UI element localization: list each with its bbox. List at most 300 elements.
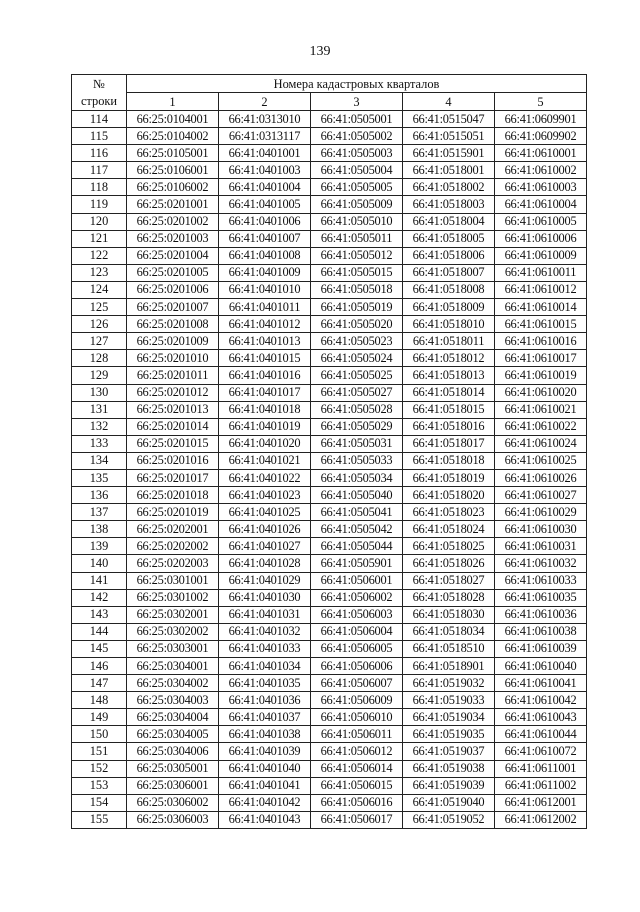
row-number-cell: 141 (72, 572, 127, 589)
row-number-header-label: строки (72, 93, 127, 111)
cadastral-number-cell: 66:41:0506017 (311, 811, 403, 828)
cadastral-number-cell: 66:41:0518013 (403, 367, 495, 384)
table-row (72, 111, 587, 128)
cadastral-number-cell: 66:41:0401031 (219, 606, 311, 623)
cadastral-number-cell: 66:41:0401010 (219, 281, 311, 298)
cadastral-number-cell: 66:25:0306002 (127, 794, 219, 811)
group-header-title: Номера кадастровых кварталов (127, 75, 587, 93)
cadastral-number-cell: 66:41:0518018 (403, 452, 495, 469)
cadastral-number-cell: 66:41:0610003 (495, 179, 587, 196)
cadastral-number-cell: 66:41:0610015 (495, 316, 587, 333)
cadastral-number-cell: 66:25:0304006 (127, 743, 219, 760)
table-row (72, 230, 587, 247)
cadastral-number-cell: 66:41:0401036 (219, 692, 311, 709)
row-number-cell: 119 (72, 196, 127, 213)
cadastral-number-cell: 66:41:0505034 (311, 469, 403, 486)
cadastral-number-cell: 66:41:0518016 (403, 418, 495, 435)
table-row (72, 367, 587, 384)
cadastral-number-cell: 66:41:0610042 (495, 692, 587, 709)
table-row (72, 384, 587, 401)
cadastral-number-cell: 66:41:0518012 (403, 350, 495, 367)
cadastral-number-cell: 66:41:0610029 (495, 504, 587, 521)
cadastral-number-cell: 66:41:0401017 (219, 384, 311, 401)
cadastral-number-cell: 66:41:0610005 (495, 213, 587, 230)
cadastral-number-cell: 66:25:0201004 (127, 247, 219, 264)
cadastral-number-cell: 66:41:0401009 (219, 264, 311, 281)
row-number-cell: 147 (72, 675, 127, 692)
cadastral-number-cell: 66:41:0505901 (311, 555, 403, 572)
cadastral-number-cell: 66:25:0304005 (127, 726, 219, 743)
cadastral-number-cell: 66:41:0610002 (495, 162, 587, 179)
cadastral-number-cell: 66:25:0202001 (127, 521, 219, 538)
cadastral-number-cell: 66:41:0401037 (219, 709, 311, 726)
cadastral-number-cell: 66:41:0609902 (495, 128, 587, 145)
row-number-cell: 132 (72, 418, 127, 435)
cadastral-number-cell: 66:41:0611002 (495, 777, 587, 794)
cadastral-number-cell: 66:41:0506014 (311, 760, 403, 777)
table-row (72, 777, 587, 794)
cadastral-number-cell: 66:25:0201010 (127, 350, 219, 367)
cadastral-number-cell: 66:41:0505010 (311, 213, 403, 230)
table-row (72, 709, 587, 726)
cadastral-number-cell: 66:25:0201018 (127, 487, 219, 504)
cadastral-number-cell: 66:41:0505001 (311, 111, 403, 128)
cadastral-number-cell: 66:41:0401018 (219, 401, 311, 418)
cadastral-number-cell: 66:41:0610039 (495, 640, 587, 657)
cadastral-number-cell: 66:41:0506007 (311, 675, 403, 692)
table-row (72, 316, 587, 333)
column-header-1: 1 (127, 93, 219, 111)
cadastral-number-cell: 66:41:0518017 (403, 435, 495, 452)
row-number-cell: 155 (72, 811, 127, 828)
cadastral-number-cell: 66:41:0401001 (219, 145, 311, 162)
row-number-cell: 120 (72, 213, 127, 230)
cadastral-number-cell: 66:25:0201009 (127, 333, 219, 350)
table-row (72, 128, 587, 145)
cadastral-number-cell: 66:41:0505012 (311, 247, 403, 264)
table-row (72, 675, 587, 692)
cadastral-number-cell: 66:25:0201013 (127, 401, 219, 418)
cadastral-number-cell: 66:41:0401007 (219, 230, 311, 247)
row-number-cell: 154 (72, 794, 127, 811)
row-number-cell: 136 (72, 487, 127, 504)
cadastral-number-cell: 66:41:0519034 (403, 709, 495, 726)
table-row (72, 555, 587, 572)
cadastral-number-cell: 66:25:0106001 (127, 162, 219, 179)
cadastral-number-cell: 66:25:0201005 (127, 264, 219, 281)
row-number-cell: 127 (72, 333, 127, 350)
cadastral-number-cell: 66:25:0104001 (127, 111, 219, 128)
cadastral-number-cell: 66:41:0610031 (495, 538, 587, 555)
cadastral-number-cell: 66:41:0610044 (495, 726, 587, 743)
cadastral-number-cell: 66:41:0610026 (495, 469, 587, 486)
row-number-cell: 139 (72, 538, 127, 555)
cadastral-number-cell: 66:25:0201015 (127, 435, 219, 452)
column-header-2: 2 (219, 93, 311, 111)
cadastral-number-cell: 66:41:0610027 (495, 487, 587, 504)
column-header-3: 3 (311, 93, 403, 111)
cadastral-number-cell: 66:41:0612002 (495, 811, 587, 828)
cadastral-number-cell: 66:25:0201012 (127, 384, 219, 401)
cadastral-number-cell: 66:25:0201001 (127, 196, 219, 213)
cadastral-number-cell: 66:41:0505004 (311, 162, 403, 179)
cadastral-number-cell: 66:41:0506015 (311, 777, 403, 794)
row-number-cell: 140 (72, 555, 127, 572)
cadastral-number-cell: 66:41:0610035 (495, 589, 587, 606)
cadastral-number-cell: 66:41:0505015 (311, 264, 403, 281)
table-row (72, 640, 587, 657)
cadastral-number-cell: 66:41:0518002 (403, 179, 495, 196)
cadastral-number-cell: 66:41:0518015 (403, 401, 495, 418)
table-row (72, 435, 587, 452)
cadastral-number-cell: 66:41:0610072 (495, 743, 587, 760)
cadastral-number-cell: 66:41:0609901 (495, 111, 587, 128)
cadastral-number-cell: 66:41:0518003 (403, 196, 495, 213)
cadastral-quarters-table (71, 74, 587, 829)
row-number-cell: 115 (72, 128, 127, 145)
table-row (72, 196, 587, 213)
cadastral-number-cell: 66:41:0610038 (495, 623, 587, 640)
table-body (72, 111, 587, 829)
row-number-cell: 135 (72, 469, 127, 486)
row-number-cell: 151 (72, 743, 127, 760)
cadastral-number-cell: 66:41:0518014 (403, 384, 495, 401)
cadastral-number-cell: 66:41:0401025 (219, 504, 311, 521)
cadastral-number-cell: 66:41:0401012 (219, 316, 311, 333)
row-number-cell: 116 (72, 145, 127, 162)
cadastral-number-cell: 66:41:0610041 (495, 675, 587, 692)
table-row (72, 606, 587, 623)
row-number-cell: 126 (72, 316, 127, 333)
cadastral-number-cell: 66:41:0401035 (219, 675, 311, 692)
cadastral-number-cell: 66:41:0401006 (219, 213, 311, 230)
cadastral-number-cell: 66:41:0401027 (219, 538, 311, 555)
cadastral-number-cell: 66:41:0505042 (311, 521, 403, 538)
row-number-header-symbol: № (72, 75, 127, 93)
cadastral-number-cell: 66:25:0201008 (127, 316, 219, 333)
cadastral-number-cell: 66:41:0505005 (311, 179, 403, 196)
cadastral-number-cell: 66:41:0313117 (219, 128, 311, 145)
cadastral-number-cell: 66:25:0201017 (127, 469, 219, 486)
table-row (72, 658, 587, 675)
cadastral-number-cell: 66:41:0313010 (219, 111, 311, 128)
cadastral-number-cell: 66:41:0518901 (403, 658, 495, 675)
row-number-cell: 121 (72, 230, 127, 247)
cadastral-number-cell: 66:41:0610017 (495, 350, 587, 367)
row-number-cell: 149 (72, 709, 127, 726)
cadastral-number-cell: 66:41:0518510 (403, 640, 495, 657)
cadastral-number-cell: 66:25:0201014 (127, 418, 219, 435)
cadastral-number-cell: 66:25:0301002 (127, 589, 219, 606)
cadastral-number-cell: 66:41:0518001 (403, 162, 495, 179)
table-row (72, 162, 587, 179)
cadastral-number-cell: 66:41:0518023 (403, 504, 495, 521)
table-row (72, 794, 587, 811)
row-number-cell: 128 (72, 350, 127, 367)
column-header-4: 4 (403, 93, 495, 111)
row-number-cell: 138 (72, 521, 127, 538)
cadastral-number-cell: 66:41:0518005 (403, 230, 495, 247)
cadastral-number-cell: 66:41:0518010 (403, 316, 495, 333)
cadastral-number-cell: 66:25:0201003 (127, 230, 219, 247)
cadastral-number-cell: 66:41:0401003 (219, 162, 311, 179)
cadastral-number-cell: 66:41:0518034 (403, 623, 495, 640)
cadastral-number-cell: 66:41:0505029 (311, 418, 403, 435)
row-number-cell: 137 (72, 504, 127, 521)
cadastral-number-cell: 66:41:0401008 (219, 247, 311, 264)
cadastral-number-cell: 66:41:0506006 (311, 658, 403, 675)
table-row (72, 333, 587, 350)
cadastral-number-cell: 66:41:0518004 (403, 213, 495, 230)
cadastral-number-cell: 66:25:0201019 (127, 504, 219, 521)
cadastral-number-cell: 66:41:0506004 (311, 623, 403, 640)
cadastral-number-cell: 66:41:0401041 (219, 777, 311, 794)
cadastral-number-cell: 66:41:0518006 (403, 247, 495, 264)
row-number-cell: 129 (72, 367, 127, 384)
cadastral-number-cell: 66:41:0401032 (219, 623, 311, 640)
cadastral-number-cell: 66:41:0505025 (311, 367, 403, 384)
table-row (72, 469, 587, 486)
cadastral-number-cell: 66:41:0610012 (495, 281, 587, 298)
cadastral-number-cell: 66:25:0202002 (127, 538, 219, 555)
cadastral-number-cell: 66:41:0401015 (219, 350, 311, 367)
row-number-cell: 118 (72, 179, 127, 196)
cadastral-number-cell: 66:25:0304003 (127, 692, 219, 709)
cadastral-number-cell: 66:41:0506003 (311, 606, 403, 623)
cadastral-number-cell: 66:25:0302001 (127, 606, 219, 623)
row-number-cell: 144 (72, 623, 127, 640)
cadastral-number-cell: 66:25:0306003 (127, 811, 219, 828)
cadastral-number-cell: 66:41:0505041 (311, 504, 403, 521)
cadastral-number-cell: 66:41:0401004 (219, 179, 311, 196)
table-row (72, 452, 587, 469)
row-number-cell: 122 (72, 247, 127, 264)
cadastral-number-cell: 66:41:0505011 (311, 230, 403, 247)
column-header-5: 5 (495, 93, 587, 111)
cadastral-number-cell: 66:41:0610043 (495, 709, 587, 726)
page-number: 139 (309, 44, 331, 59)
cadastral-number-cell: 66:41:0401029 (219, 572, 311, 589)
cadastral-number-cell: 66:41:0518025 (403, 538, 495, 555)
cadastral-number-cell: 66:41:0610036 (495, 606, 587, 623)
row-number-cell: 123 (72, 264, 127, 281)
cadastral-number-cell: 66:41:0505028 (311, 401, 403, 418)
table-row (72, 589, 587, 606)
cadastral-number-cell: 66:41:0401016 (219, 367, 311, 384)
table-row (72, 213, 587, 230)
cadastral-number-cell: 66:41:0505044 (311, 538, 403, 555)
cadastral-number-cell: 66:41:0506016 (311, 794, 403, 811)
cadastral-number-cell: 66:41:0506001 (311, 572, 403, 589)
row-number-cell: 124 (72, 281, 127, 298)
header-row-top (72, 75, 587, 93)
cadastral-number-cell: 66:41:0401038 (219, 726, 311, 743)
cadastral-number-cell: 66:41:0518027 (403, 572, 495, 589)
table-row (72, 521, 587, 538)
row-number-cell: 153 (72, 777, 127, 794)
cadastral-number-cell: 66:41:0518009 (403, 299, 495, 316)
row-number-cell: 130 (72, 384, 127, 401)
table-row (72, 179, 587, 196)
cadastral-number-cell: 66:41:0610004 (495, 196, 587, 213)
cadastral-number-cell: 66:41:0401039 (219, 743, 311, 760)
cadastral-number-cell: 66:25:0305001 (127, 760, 219, 777)
cadastral-number-cell: 66:41:0610025 (495, 452, 587, 469)
cadastral-number-cell: 66:41:0505040 (311, 487, 403, 504)
cadastral-number-cell: 66:41:0610016 (495, 333, 587, 350)
table-row (72, 743, 587, 760)
cadastral-number-cell: 66:41:0612001 (495, 794, 587, 811)
cadastral-number-cell: 66:41:0515901 (403, 145, 495, 162)
cadastral-number-cell: 66:41:0401028 (219, 555, 311, 572)
cadastral-number-cell: 66:41:0505018 (311, 281, 403, 298)
cadastral-number-cell: 66:25:0301001 (127, 572, 219, 589)
table-row (72, 623, 587, 640)
cadastral-number-cell: 66:41:0506012 (311, 743, 403, 760)
header-row-columns (72, 93, 587, 111)
cadastral-number-cell: 66:41:0519035 (403, 726, 495, 743)
cadastral-number-cell: 66:41:0401020 (219, 435, 311, 452)
cadastral-number-cell: 66:25:0201011 (127, 367, 219, 384)
cadastral-number-cell: 66:41:0401026 (219, 521, 311, 538)
cadastral-number-cell: 66:41:0610020 (495, 384, 587, 401)
cadastral-number-cell: 66:41:0505033 (311, 452, 403, 469)
cadastral-number-cell: 66:25:0104002 (127, 128, 219, 145)
cadastral-number-cell: 66:41:0401033 (219, 640, 311, 657)
cadastral-number-cell: 66:41:0519039 (403, 777, 495, 794)
cadastral-number-cell: 66:41:0505031 (311, 435, 403, 452)
table-row (72, 299, 587, 316)
cadastral-number-cell: 66:41:0610032 (495, 555, 587, 572)
cadastral-number-cell: 66:41:0610019 (495, 367, 587, 384)
cadastral-number-cell: 66:41:0515047 (403, 111, 495, 128)
cadastral-number-cell: 66:41:0610011 (495, 264, 587, 281)
row-number-cell: 145 (72, 640, 127, 657)
table-row (72, 726, 587, 743)
row-number-cell: 134 (72, 452, 127, 469)
cadastral-number-cell: 66:41:0518024 (403, 521, 495, 538)
cadastral-number-cell: 66:41:0506005 (311, 640, 403, 657)
cadastral-number-cell: 66:41:0610022 (495, 418, 587, 435)
cadastral-number-cell: 66:41:0401022 (219, 469, 311, 486)
table-row (72, 487, 587, 504)
cadastral-number-cell: 66:41:0518007 (403, 264, 495, 281)
table-row (72, 418, 587, 435)
table-row (72, 350, 587, 367)
table-row (72, 538, 587, 555)
cadastral-number-cell: 66:41:0518019 (403, 469, 495, 486)
cadastral-number-cell: 66:41:0518026 (403, 555, 495, 572)
table-row (72, 145, 587, 162)
cadastral-number-cell: 66:41:0610009 (495, 247, 587, 264)
cadastral-number-cell: 66:41:0519040 (403, 794, 495, 811)
cadastral-number-cell: 66:41:0519052 (403, 811, 495, 828)
cadastral-number-cell: 66:41:0505024 (311, 350, 403, 367)
cadastral-number-cell: 66:41:0519038 (403, 760, 495, 777)
cadastral-number-cell: 66:41:0519032 (403, 675, 495, 692)
cadastral-number-cell: 66:25:0201002 (127, 213, 219, 230)
cadastral-number-cell: 66:41:0518011 (403, 333, 495, 350)
row-number-cell: 150 (72, 726, 127, 743)
cadastral-number-cell: 66:41:0401021 (219, 452, 311, 469)
cadastral-number-cell: 66:41:0401040 (219, 760, 311, 777)
cadastral-number-cell: 66:41:0401013 (219, 333, 311, 350)
cadastral-number-cell: 66:41:0506009 (311, 692, 403, 709)
row-number-cell: 152 (72, 760, 127, 777)
table-row (72, 811, 587, 828)
cadastral-number-cell: 66:41:0401011 (219, 299, 311, 316)
cadastral-number-cell: 66:25:0302002 (127, 623, 219, 640)
cadastral-number-cell: 66:25:0201007 (127, 299, 219, 316)
cadastral-number-cell: 66:25:0201006 (127, 281, 219, 298)
cadastral-number-cell: 66:41:0518020 (403, 487, 495, 504)
table-row (72, 572, 587, 589)
cadastral-number-cell: 66:41:0401019 (219, 418, 311, 435)
row-number-cell: 133 (72, 435, 127, 452)
cadastral-number-cell: 66:41:0519033 (403, 692, 495, 709)
cadastral-number-cell: 66:41:0401005 (219, 196, 311, 213)
cadastral-number-cell: 66:41:0401042 (219, 794, 311, 811)
row-number-cell: 146 (72, 658, 127, 675)
cadastral-number-cell: 66:41:0610030 (495, 521, 587, 538)
table-row (72, 692, 587, 709)
table-row (72, 264, 587, 281)
row-number-cell: 131 (72, 401, 127, 418)
cadastral-number-cell: 66:25:0201016 (127, 452, 219, 469)
cadastral-number-cell: 66:41:0610021 (495, 401, 587, 418)
cadastral-number-cell: 66:41:0506002 (311, 589, 403, 606)
cadastral-number-cell: 66:25:0106002 (127, 179, 219, 196)
cadastral-number-cell: 66:41:0506010 (311, 709, 403, 726)
table-row (72, 401, 587, 418)
cadastral-number-cell: 66:41:0610014 (495, 299, 587, 316)
cadastral-number-cell: 66:41:0506011 (311, 726, 403, 743)
cadastral-number-cell: 66:41:0610033 (495, 572, 587, 589)
cadastral-number-cell: 66:41:0505027 (311, 384, 403, 401)
table-row (72, 504, 587, 521)
cadastral-number-cell: 66:41:0610006 (495, 230, 587, 247)
table-header (72, 75, 587, 111)
cadastral-number-cell: 66:41:0401034 (219, 658, 311, 675)
cadastral-number-cell: 66:41:0505023 (311, 333, 403, 350)
cadastral-number-cell: 66:25:0105001 (127, 145, 219, 162)
cadastral-number-cell: 66:41:0401023 (219, 487, 311, 504)
cadastral-number-cell: 66:25:0304002 (127, 675, 219, 692)
cadastral-number-cell: 66:41:0505019 (311, 299, 403, 316)
cadastral-number-cell: 66:25:0306001 (127, 777, 219, 794)
table-row (72, 760, 587, 777)
table-row (72, 247, 587, 264)
row-number-cell: 148 (72, 692, 127, 709)
cadastral-number-cell: 66:25:0202003 (127, 555, 219, 572)
cadastral-number-cell: 66:41:0519037 (403, 743, 495, 760)
row-number-cell: 142 (72, 589, 127, 606)
cadastral-number-cell: 66:25:0304001 (127, 658, 219, 675)
table-row (72, 281, 587, 298)
cadastral-number-cell: 66:25:0303001 (127, 640, 219, 657)
row-number-cell: 117 (72, 162, 127, 179)
cadastral-number-cell: 66:41:0401043 (219, 811, 311, 828)
cadastral-number-cell: 66:41:0610001 (495, 145, 587, 162)
cadastral-number-cell: 66:41:0505003 (311, 145, 403, 162)
cadastral-number-cell: 66:41:0515051 (403, 128, 495, 145)
cadastral-number-cell: 66:41:0505009 (311, 196, 403, 213)
cadastral-number-cell: 66:41:0505020 (311, 316, 403, 333)
cadastral-number-cell: 66:41:0610040 (495, 658, 587, 675)
cadastral-number-cell: 66:41:0401030 (219, 589, 311, 606)
row-number-cell: 114 (72, 111, 127, 128)
cadastral-number-cell: 66:41:0610024 (495, 435, 587, 452)
